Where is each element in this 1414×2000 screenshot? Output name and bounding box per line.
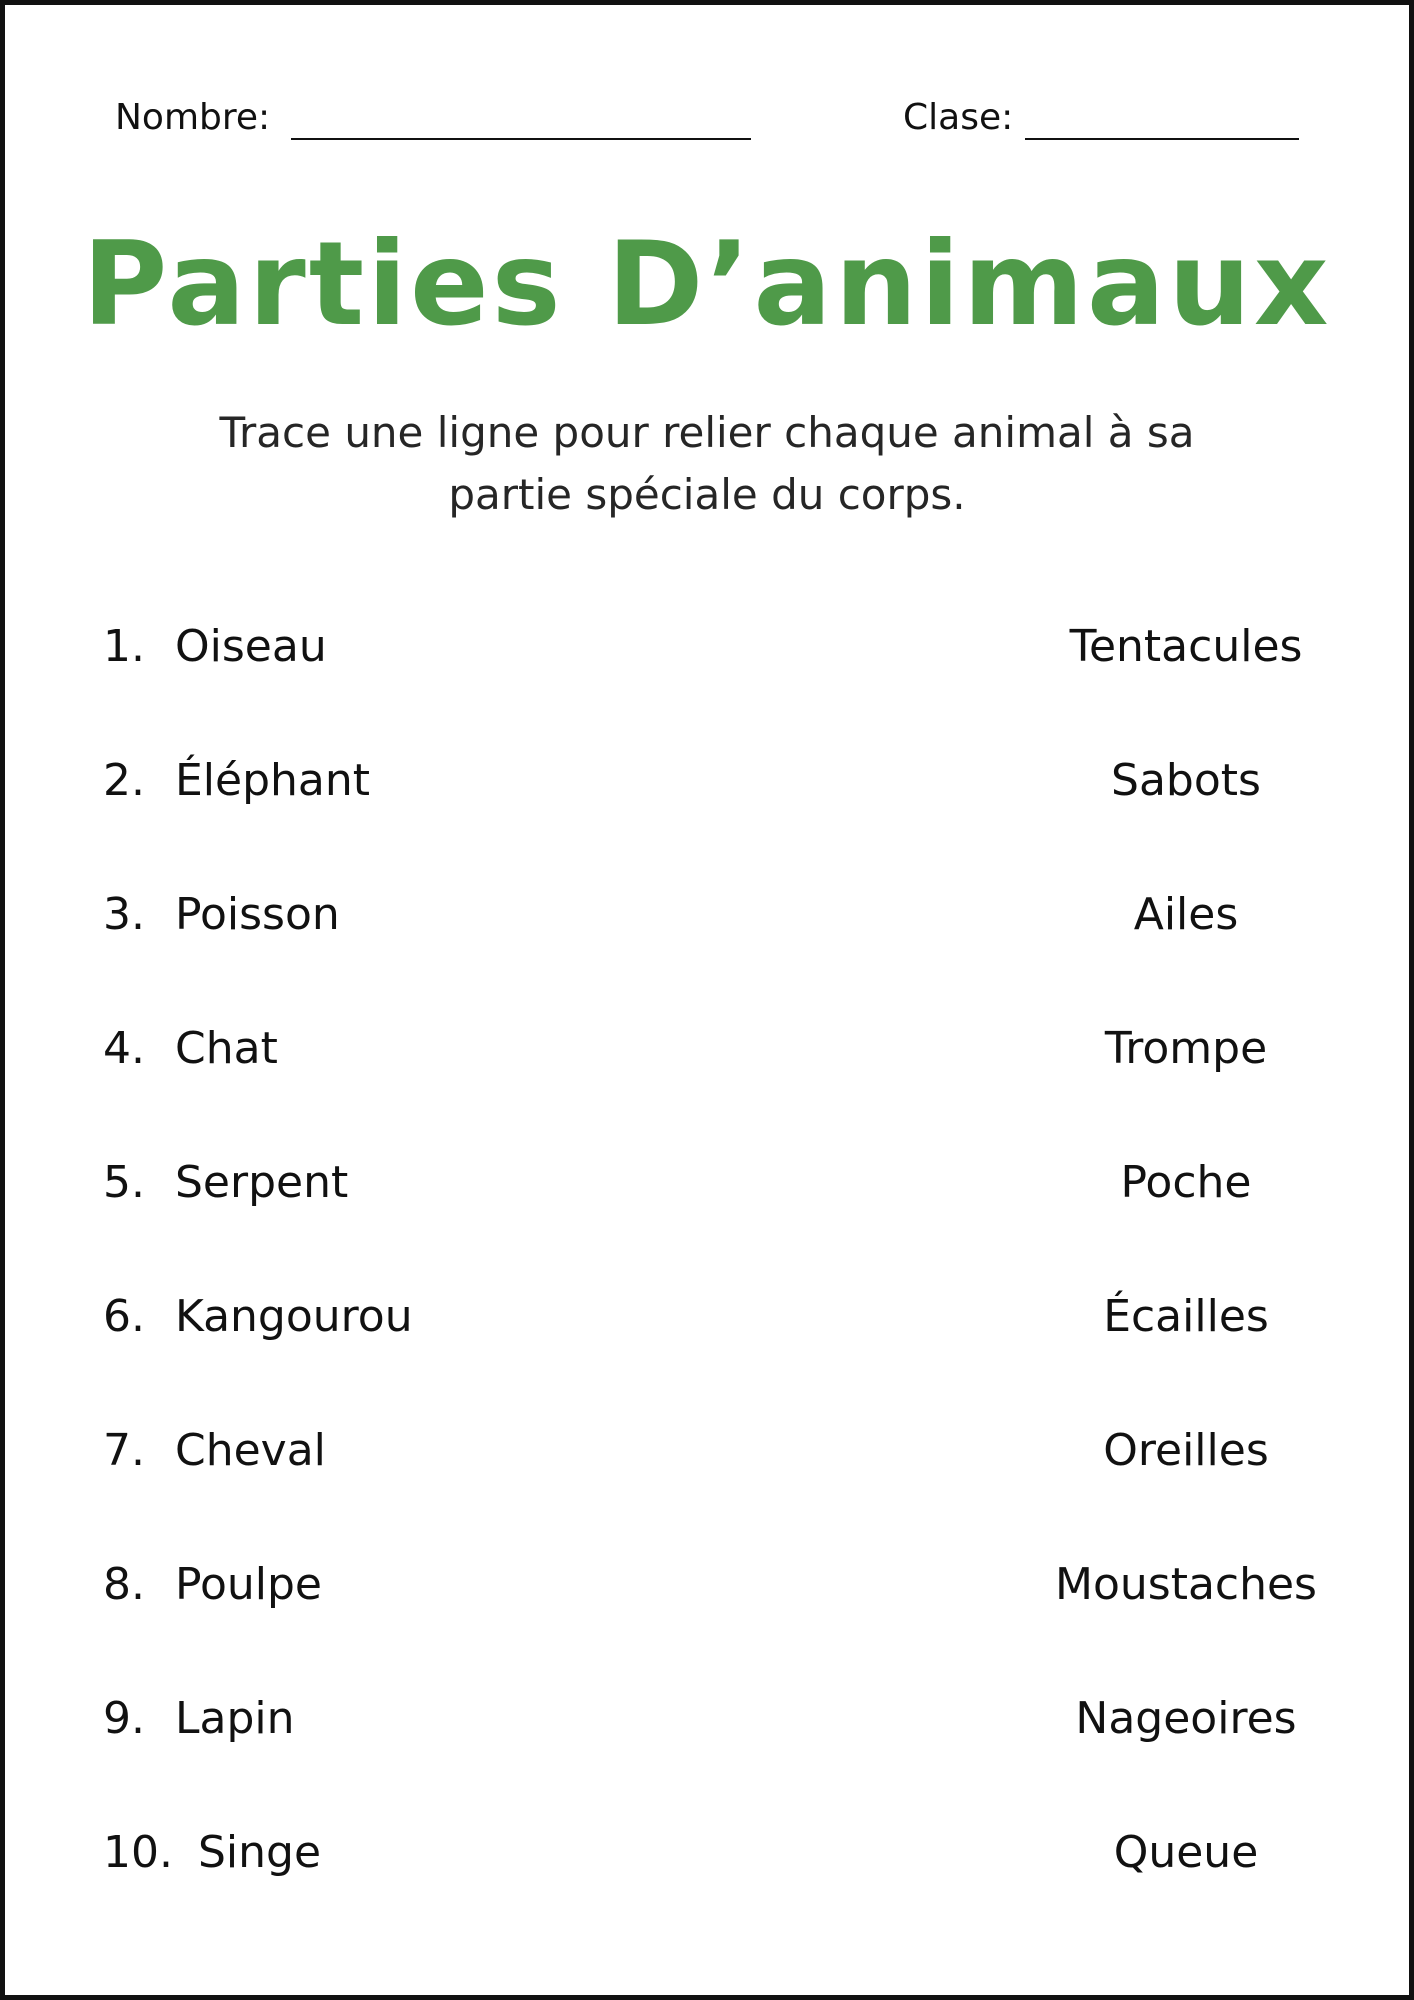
name-field[interactable] (291, 138, 751, 140)
animal-name: Cheval (175, 1425, 326, 1476)
list-item (0, 880, 1414, 950)
body-part: Tentacules (1069, 621, 1303, 672)
list-item (0, 1684, 1414, 1754)
list-item (0, 1550, 1414, 1620)
item-number: 6. (103, 1291, 145, 1342)
item-number: 8. (103, 1559, 145, 1610)
body-part: Trompe (1104, 1023, 1268, 1074)
list-item (0, 612, 1414, 682)
item-number: 5. (103, 1157, 145, 1208)
list-item (0, 1148, 1414, 1218)
animal-name: Poulpe (175, 1559, 322, 1610)
name-label: Nombre: (115, 97, 271, 138)
body-part: Ailes (1133, 889, 1239, 940)
page-title: Parties D’animaux (82, 217, 1332, 352)
list-item (0, 1416, 1414, 1486)
item-number: 7. (103, 1425, 145, 1476)
class-field[interactable] (1025, 138, 1299, 140)
item-number: 9. (103, 1693, 145, 1744)
item-number: 3. (103, 889, 145, 940)
animal-name: Serpent (175, 1157, 349, 1208)
class-label: Clase: (903, 97, 1014, 138)
body-part: Queue (1113, 1827, 1259, 1878)
item-number: 4. (103, 1023, 145, 1074)
instructions: Trace une ligne pour relier chaque animal à sa partie spéciale du corps. (219, 408, 1195, 519)
animal-name: Chat (175, 1023, 278, 1074)
animal-name: Kangourou (175, 1291, 413, 1342)
animal-name: Singe (198, 1827, 322, 1878)
list-item (0, 1014, 1414, 1084)
body-part: Nageoires (1075, 1693, 1297, 1744)
body-part: Moustaches (1055, 1559, 1317, 1610)
body-part: Poche (1120, 1157, 1252, 1208)
animal-name: Éléphant (175, 755, 371, 806)
body-part: Écailles (1103, 1291, 1269, 1342)
list-item (0, 1282, 1414, 1352)
item-number: 1. (103, 621, 145, 672)
body-part: Sabots (1111, 755, 1261, 806)
body-part: Oreilles (1103, 1425, 1269, 1476)
list-item (0, 746, 1414, 816)
header-fields (0, 96, 1414, 146)
animal-name: Oiseau (175, 621, 327, 672)
animal-name: Poisson (175, 889, 340, 940)
item-number: 10. (103, 1827, 173, 1878)
list-item (0, 1818, 1414, 1888)
item-number: 2. (103, 755, 145, 806)
animal-name: Lapin (175, 1693, 295, 1744)
